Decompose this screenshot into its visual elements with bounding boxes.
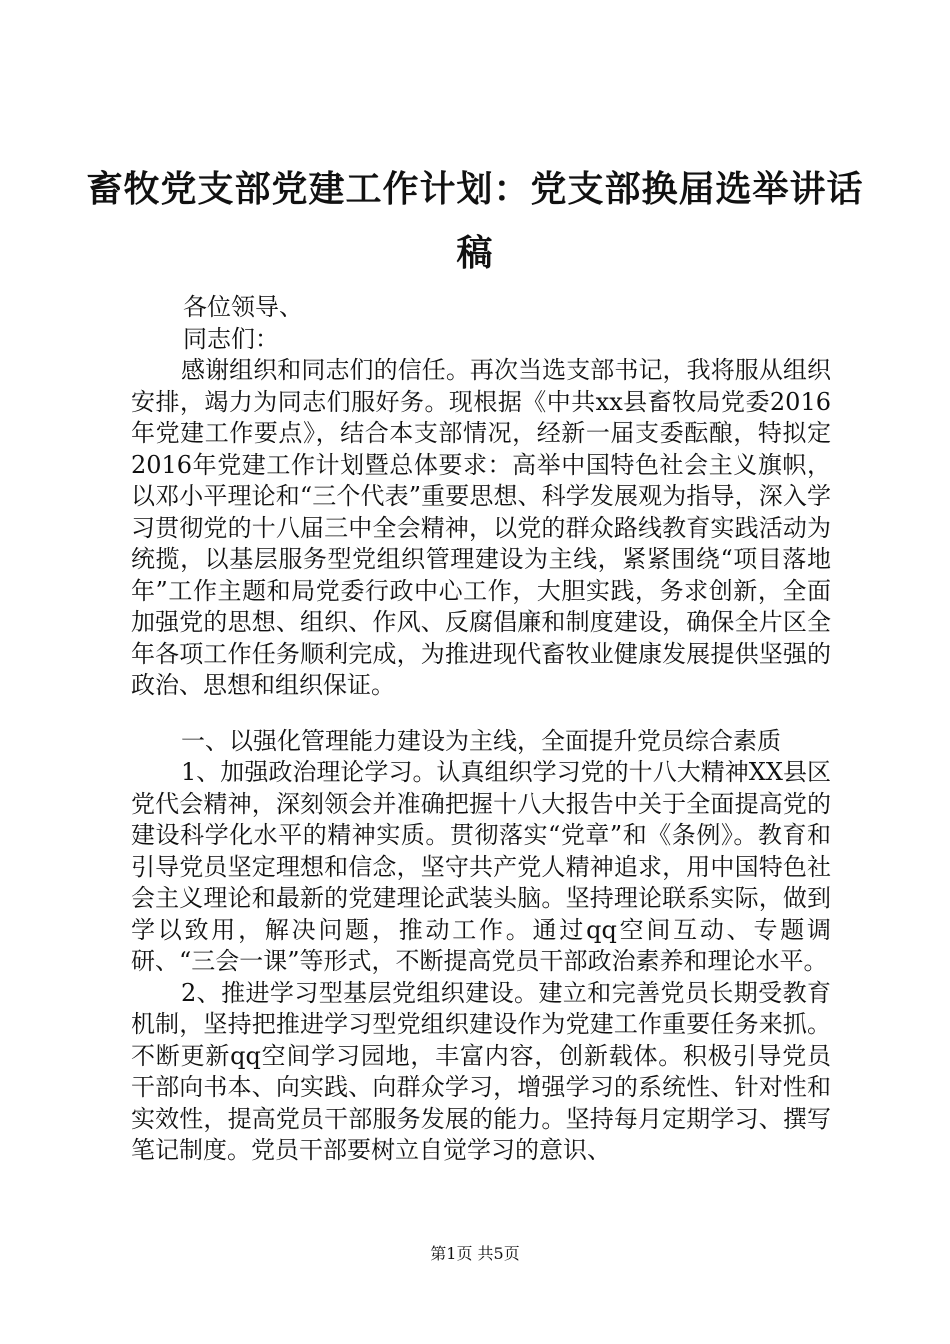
paragraph-spacer xyxy=(131,702,831,726)
document-body xyxy=(131,292,831,1167)
body-paragraph-item-1: 1、加强政治理论学习。认真组织学习党的十八大精神XX县区党代会精神，深刻领会并准确把握十八大报告中关于全面提高党的建设科学化水平的精神实质。贯彻落实“党章”和《条例》。教育和引导党员坚定理想和信念，坚守共产党人精神追求，用中国特色社会主义理论和最新的党建理论武装头脑。坚持理论联系实际，做到学以致用，解决问题，推动工作。通过qq空间互动、专题调研、“三会一课”等形式，不断提高党员干部政治素养和理论水平。 xyxy=(131,758,831,975)
intro-paragraph: 感谢组织和同志们的信任。再次当选支部书记，我将服从组织安排，竭力为同志们服好务。现根据《中共xx县畜牧局党委2016年党建工作要点》，结合本支部情况，经新一届支委酝酿，特拟定2016年党建工作计划暨总体要求：高举中国特色社会主义旗帜，以邓小平理论和“三个代表”重要思想、科学发展观为指导，深入学习贯彻党的十八届三中全会精神，以党的群众路线教育实践活动为统揽，以基层服务型党组织管理建设为主线，紧紧围绕“项目落地年”工作主题和局党委行政中心工作，大胆实践，务求创新，全面加强党的思想、组织、作风、反腐倡廉和制度建设，确保全片区全年各项工作任务顺利完成，为推进现代畜牧业健康发展提供坚强的政治、思想和组织保证。 xyxy=(131,356,831,699)
body-paragraph-item-2: 2、推进学习型基层党组织建设。建立和完善党员长期受教育机制，坚持把推进学习型党组织建设作为党建工作重要任务来抓。不断更新qq空间学习园地，丰富内容，创新载体。积极引导党员干部向书本、向实践、向群众学习，增强学习的系统性、针对性和实效性，提高党员干部服务发展的能力。坚持每月定期学习、撰写笔记制度。党员干部要树立自觉学习的意识、 xyxy=(131,978,831,1164)
document-title: 畜牧党支部党建工作计划：党支部换届选举讲话稿 xyxy=(86,169,864,274)
page-footer: 第1页 共5页 xyxy=(430,1244,520,1263)
salutation-line-2: 同志们： xyxy=(183,324,279,353)
section-heading: 一、以强化管理能力建设为主线，全面提升党员综合素质 xyxy=(181,726,781,755)
salutation-line-1: 各位领导、 xyxy=(183,293,303,321)
